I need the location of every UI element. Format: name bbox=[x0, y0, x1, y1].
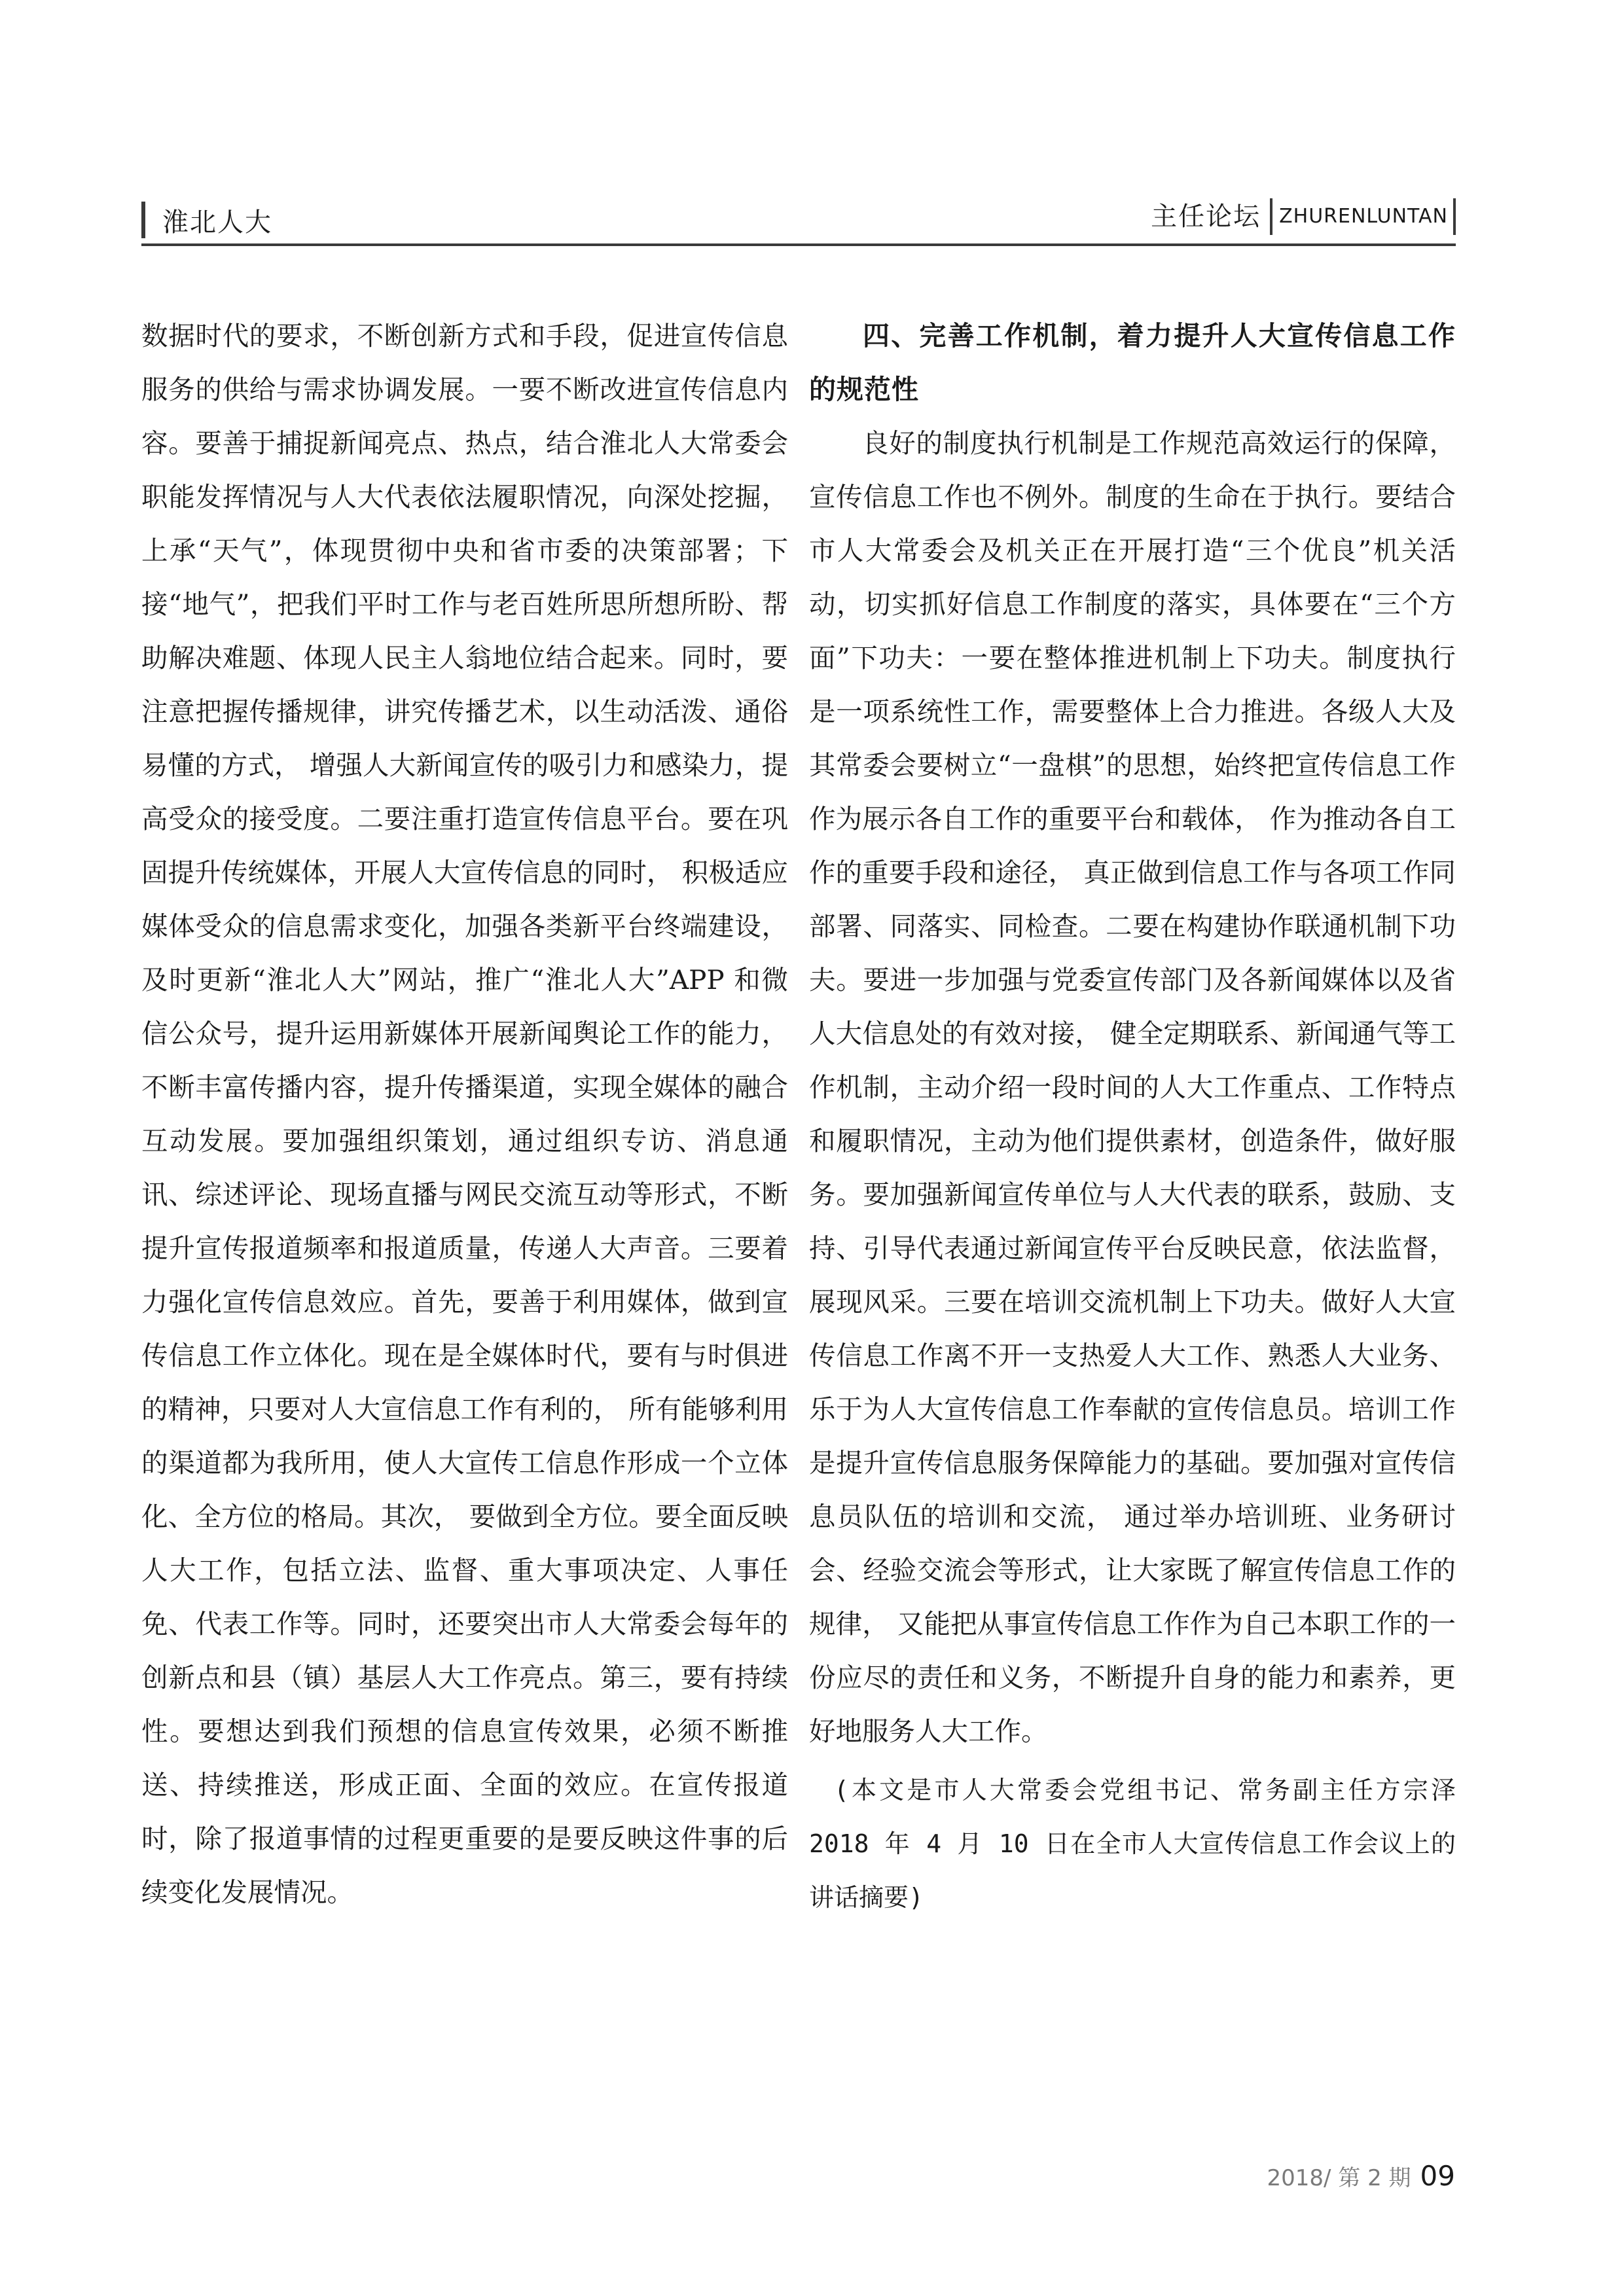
section-heading: 四、完善工作机制，着力提升人大宣传信息工作的规范性 bbox=[809, 320, 1456, 405]
page-footer bbox=[1267, 2160, 1456, 2199]
page-number: 09 bbox=[1420, 2160, 1455, 2192]
journal-title: 淮北人大 bbox=[162, 207, 272, 238]
issue-label: 2018/ 第 2 期 bbox=[1267, 2165, 1411, 2191]
running-header-right bbox=[1151, 190, 1456, 243]
section-title-en: ZHURENLUNTAN bbox=[1272, 198, 1456, 235]
running-header-left bbox=[141, 196, 272, 243]
header-rule bbox=[141, 243, 1456, 246]
right-column bbox=[809, 309, 1456, 1924]
attribution-note: (本文是市人大常委会党组书记、常务副主任方宗泽 2018 年 4 月 10 日在全市人大宣传信息工作会议上的讲话摘要) bbox=[809, 1776, 1456, 1912]
header-left-bar bbox=[141, 202, 145, 238]
section-title-cn: 主任论坛 bbox=[1151, 198, 1272, 235]
left-paragraph: 数据时代的要求，不断创新方式和手段，促进宣传信息服务的供给与需求协调发展。一要不断改进宣传信息内容。要善于捕捉新闻亮点、热点，结合淮北人大常委会职能发挥情况与人大代表依法履职情况，向深处挖掘，上承“天气”，体现贯彻中央和省市委的决策部署；下接“地气”，把我们平时工作与老百姓所思所想所盼、帮助解决难题、体现人民主人翁地位结合起来。同时，要注意把握传播规律，讲究传播艺术，以生动活泼、通俗易懂的方式， 增强人大新闻宣传的吸引力和感染力，提高受众的接受度。二要注重打造宣传信息平台。要在巩固提升传统媒体，开展人大宣传信息的同时， 积极适应媒体受众的信息需求变化，加强各类新平台终端建设，及时更新“淮北人大”网站，推广“淮北人大”APP 和微信公众号，提升运用新媒体开展新闻舆论工作的能力，不断丰富传播内容，提升传播渠道，实现全媒体的融合互动发展。要加强组织策划，通过组织专访、消息通讯、综述评论、现场直播与网民交流互动等形式，不断提升宣传报道频率和报道质量，传递人大声音。三要着力强化宣传信息效应。首先，要善于利用媒体，做到宣传信息工作立体化。现在是全媒体时代，要有与时俱进的精神，只要对人大宣信息工作有利的， 所有能够利用的渠道都为我所用，使人大宣传工信息作形成一个立体化、全方位的格局。其次， 要做到全方位。要全面反映人大工作，包括立法、监督、重大事项决定、人事任免、代表工作等。同时，还要突出市人大常委会每年的创新点和县（镇）基层人大工作亮点。第三，要有持续性。要想达到我们预想的信息宣传效果，必须不断推送、持续推送，形成正面、全面的效应。在宣传报道时，除了报道事情的过程更重要的是要反映这件事的后续变化发展情况。 bbox=[141, 320, 788, 1908]
left-column bbox=[141, 309, 788, 1919]
right-paragraph: 良好的制度执行机制是工作规范高效运行的保障，宣传信息工作也不例外。制度的生命在于执行。要结合市人大常委会及机关正在开展打造“三个优良”机关活动，切实抓好信息工作制度的落实，具体要在“三个方面”下功夫：一要在整体推进机制上下功夫。制度执行是一项系统性工作，需要整体上合力推进。各级人大及其常委会要树立“一盘棋”的思想，始终把宣传信息工作作为展示各自工作的重要平台和载体， 作为推动各自工作的重要手段和途径， 真正做到信息工作与各项工作同部署、同落实、同检查。二要在构建协作联通机制下功夫。要进一步加强与党委宣传部门及各新闻媒体以及省人大信息处的有效对接， 健全定期联系、新闻通气等工作机制，主动介绍一段时间的人大工作重点、工作特点和履职情况，主动为他们提供素材，创造条件，做好服务。要加强新闻宣传单位与人大代表的联系，鼓励、支持、引导代表通过新闻宣传平台反映民意，依法监督，展现风采。三要在培训交流机制上下功夫。做好人大宣传信息工作离不开一支热爱人大工作、熟悉人大业务、乐于为人大宣传信息工作奉献的宣传信息员。培训工作是提升宣传信息服务保障能力的基础。要加强对宣传信息员队伍的培训和交流， 通过举办培训班、业务研讨会、经验交流会等形式，让大家既了解宣传信息工作的规律， 又能把从事宣传信息工作作为自己本职工作的一份应尽的责任和义务，不断提升自身的能力和素养，更好地服务人大工作。 bbox=[809, 427, 1456, 1747]
